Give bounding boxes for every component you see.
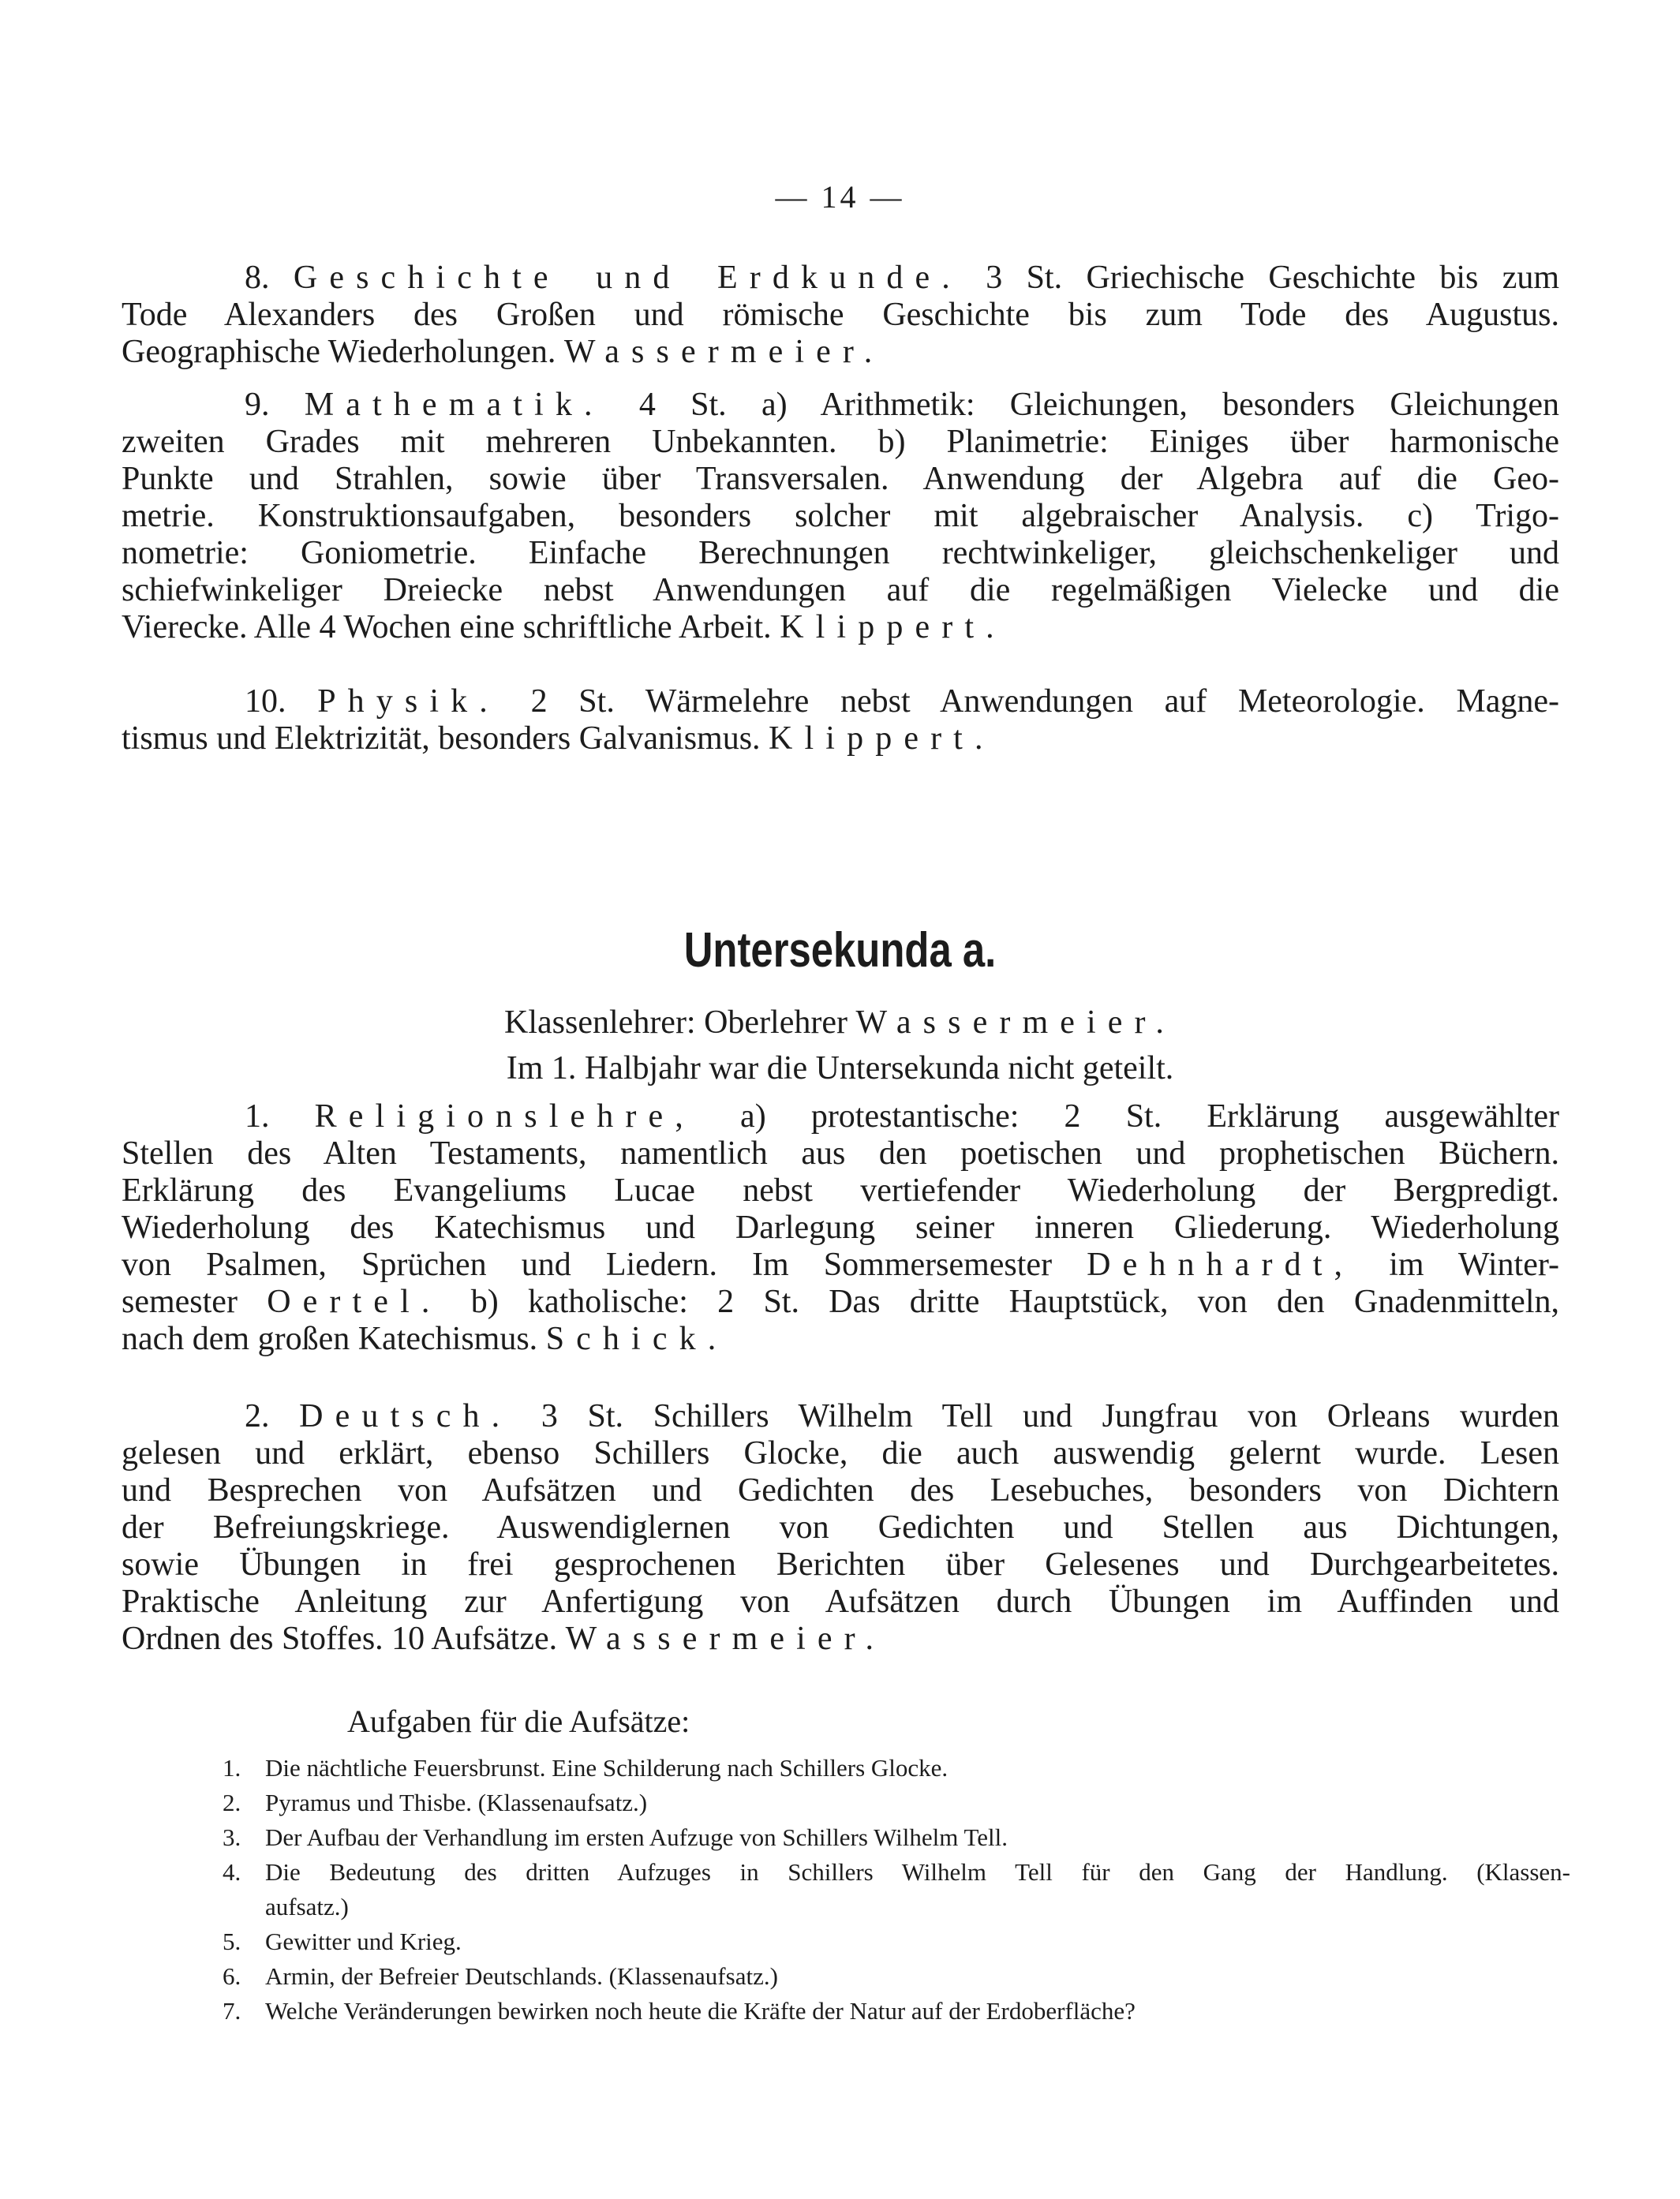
subject-heading: Deutsch. — [299, 1398, 512, 1434]
text-line: Wiederholung des Katechismus und Darlegung seiner inneren Gliederung. Wiederholung — [122, 1210, 1559, 1246]
text-line: Punkte und Strahlen, sowie über Transversalen. Anwendung der Algebra auf die Geo- — [122, 461, 1559, 497]
text-line: schiefwinkeliger Dreiecke nebst Anwendungen auf die regelmäßigen Vielecke und die — [122, 572, 1559, 608]
list-item: 7. Welche Veränderungen bewirken noch heute die Kräfte der Natur auf der Erdoberfläche? — [223, 1997, 1136, 2025]
teacher-name: Schick. — [545, 1321, 728, 1357]
list-item: 6. Armin, der Befreier Deutschlands. (Klassenaufsatz.) — [223, 1962, 778, 1990]
text-line: nach dem großen Katechismus. Schick. — [122, 1321, 728, 1357]
text-line: 2. Deutsch. 3 St. Schillers Wilhelm Tell und Jungfrau von Orleans wurden — [245, 1398, 1559, 1434]
aufgaben-title: Aufgaben für die Aufsätze: — [347, 1703, 690, 1739]
text-line: und Besprechen von Aufsätzen und Gedichten des Lesebuches, besonders von Dichtern — [122, 1472, 1559, 1509]
page-number: — 14 — — [775, 179, 905, 215]
paragraph-geschichte — [122, 260, 1559, 371]
text-line: metrie. Konstruktionsaufgaben, besonders solcher mit algebraischer Analysis. c) Trigo- — [122, 498, 1559, 534]
text-line: 10. Physik. 2 St. Wärmelehre nebst Anwendungen auf Meteorologie. Magne- — [245, 683, 1560, 720]
text-line: 9. Mathematik. 4 St. a) Arithmetik: Gleichungen, besonders Gleichungen — [245, 387, 1560, 423]
paragraph-physik — [122, 683, 1559, 757]
list-item: 4. Die Bedeutung des dritten Aufzuges in Schillers Wilhelm Tell für den Gang der Handlung. (Klassen- aufsatz.) — [223, 1858, 1570, 1920]
text-line: Ordnen des Stoffes. 10 Aufsätze. Wassermeier. — [122, 1621, 886, 1657]
section-heading: Untersekunda a. — [683, 923, 997, 978]
aufgaben-list — [213, 1751, 1570, 2029]
teacher-name: Wassermeier. — [565, 1621, 886, 1657]
list-item: 3. Der Aufbau der Verhandlung im ersten Aufzuge von Schillers Wilhelm Tell. — [223, 1823, 1008, 1851]
text-line: tismus und Elektrizität, besonders Galvanismus. Klippert. — [122, 720, 995, 757]
text-line: sowie Übungen in frei gesprochenen Berichten über Gelesenes und Durchgearbeitetes. — [122, 1546, 1559, 1583]
list-item: 2. Pyramus und Thisbe. (Klassenaufsatz.) — [223, 1789, 648, 1816]
text-line: 1. Religionslehre, a) protestantische: 2 St. Erklärung ausgewählter — [245, 1098, 1560, 1135]
text-line: Erklärung des Evangeliums Lucae nebst vertiefender Wiederholung der Bergpredigt. — [122, 1172, 1559, 1209]
text-line: Tode Alexanders des Großen und römische Geschichte bis zum Tode des Augustus. — [122, 297, 1559, 333]
text-line: Praktische Anleitung zur Anfertigung von Aufsätzen durch Übungen im Auffinden und — [122, 1584, 1559, 1620]
subject-heading: Physik. — [317, 683, 500, 720]
paragraph-deutsch — [122, 1398, 1559, 1658]
teacher-name: Klippert. — [780, 609, 1006, 645]
text-line: zweiten Grades mit mehreren Unbekannten. b) Planimetrie: Einiges über harmonische — [122, 424, 1559, 460]
paragraph-mathematik — [122, 387, 1559, 646]
subject-heading: Geschichte und Erdkunde. — [293, 260, 962, 296]
halbjahr-note: Im 1. Halbjahr war die Untersekunda nicht geteilt. — [506, 1050, 1174, 1086]
klassenlehrer-line: Klassenlehrer: Oberlehrer Wassermeier. — [504, 1004, 1176, 1041]
paragraph-religionslehre — [122, 1098, 1559, 1358]
subject-heading: Mathematik. — [304, 387, 604, 423]
text-line: der Befreiungskriege. Auswendiglernen von Gedichten und Stellen aus Dichtungen, — [122, 1509, 1559, 1546]
subject-heading: Religionslehre, — [314, 1098, 695, 1135]
teacher-name: Dehnhardt, — [1087, 1247, 1355, 1283]
text-line: semester Oertel. b) katholische: 2 St. Das dritte Hauptstück, von den Gnadenmitteln, — [122, 1284, 1559, 1320]
list-item: 5. Gewitter und Krieg. — [223, 1928, 462, 1955]
teacher-name: Wassermeier. — [855, 1004, 1176, 1041]
text-line: 8. Geschichte und Erdkunde. 3 St. Griechische Geschichte bis zum — [245, 260, 1560, 296]
teacher-name: Klippert. — [769, 720, 995, 757]
teacher-name: Oertel. — [267, 1284, 442, 1320]
text-line: gelesen und erklärt, ebenso Schillers Glocke, die auch auswendig gelernt wurde. Lesen — [122, 1435, 1559, 1472]
text-line: nometrie: Goniometrie. Einfache Berechnungen rechtwinkeliger, gleichschenkeliger und — [122, 535, 1559, 571]
text-line: von Psalmen, Sprüchen und Liedern. Im Sommersemester Dehnhardt, im Winter- — [122, 1247, 1560, 1283]
list-item: 1. Die nächtliche Feuersbrunst. Eine Schilderung nach Schillers Glocke. — [223, 1754, 949, 1782]
teacher-name: Wassermeier. — [563, 334, 885, 370]
text-line: Stellen des Alten Testaments, namentlich aus den poetischen und prophetischen Büchern. — [122, 1135, 1559, 1172]
text-line: Vierecke. Alle 4 Wochen eine schriftliche Arbeit. Klippert. — [122, 609, 1006, 645]
text-line: Geographische Wiederholungen. Wassermeier. — [122, 334, 885, 370]
